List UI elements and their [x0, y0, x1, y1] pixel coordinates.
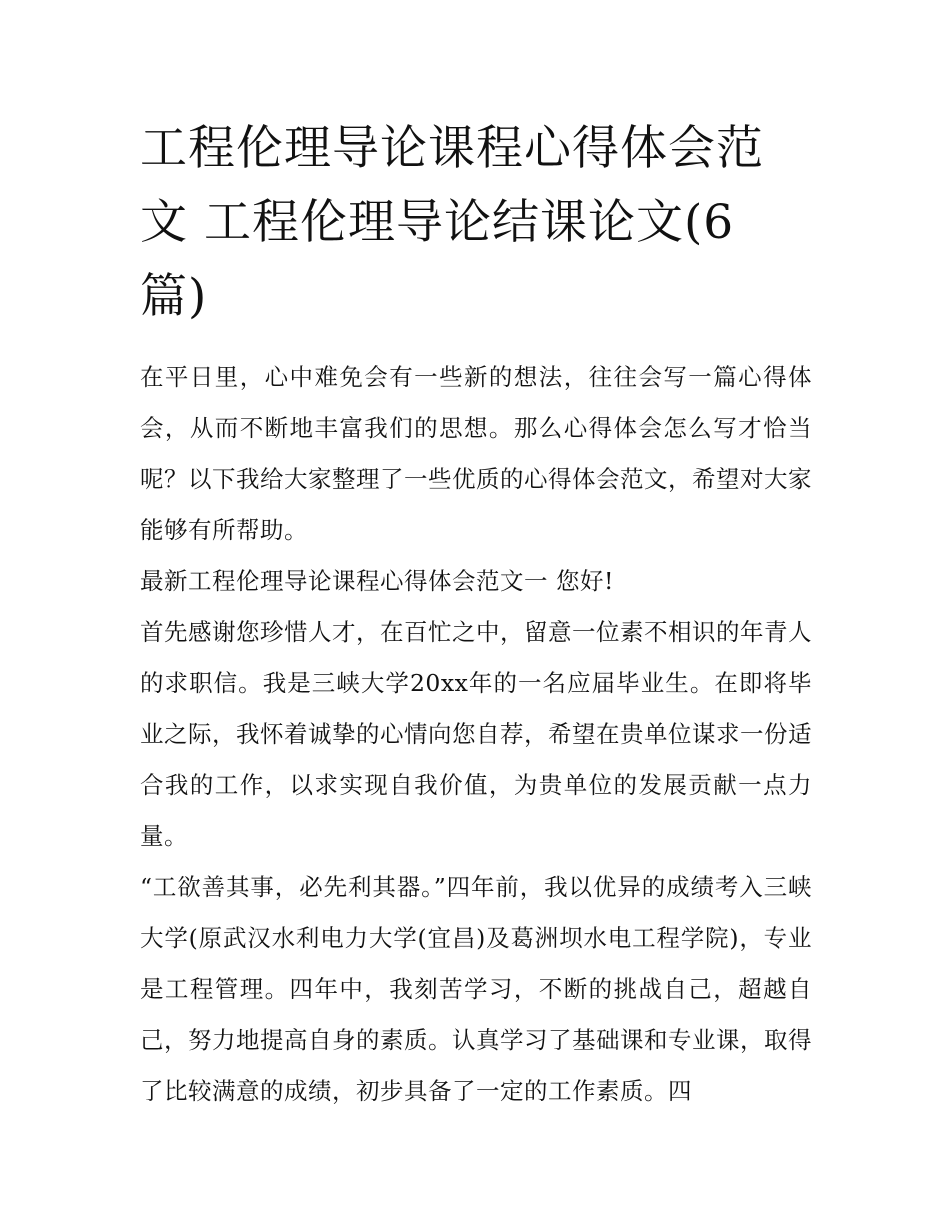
document-body [140, 112, 812, 1117]
paragraph-intro: 在平日里，心中难免会有一些新的想法，往往会写一篇心得体会，从而不断地丰富我们的思想。那么心得体会怎么写才恰当呢？以下我给大家整理了一些优质的心得体会范文，希望对大家能够有所帮助。 [140, 363, 812, 544]
document-title: 工程伦理导论课程心得体会范文 工程伦理导论结课论文(6篇) [140, 121, 764, 324]
paragraph-study: “工欲善其事，必先利其器。”四年前，我以优异的成绩考入三峡大学(原武汉水利电力大学(宜昌)及葛洲坝水电工程学院)，专业是工程管理。四年中，我刻苦学习，不断的挑战自己，超越自己，努力地提高自身的素质。认真学习了基础课和专业课，取得了比较满意的成绩，初步具备了一定的工作素质。四 [140, 873, 812, 1105]
paragraph-heading-greeting: 最新工程伦理导论课程心得体会范文一 您好! [140, 567, 614, 595]
paragraph-thanks: 首先感谢您珍惜人才，在百忙之中，留意一位素不相识的年青人的求职信。我是三峡大学20xx年的一名应届毕业生。在即将毕业之际，我怀着诚挚的心情向您自荐，希望在贵单位谋求一份适合我的工作，以求实现自我价值，为贵单位的发展贡献一点力量。 [140, 618, 812, 850]
